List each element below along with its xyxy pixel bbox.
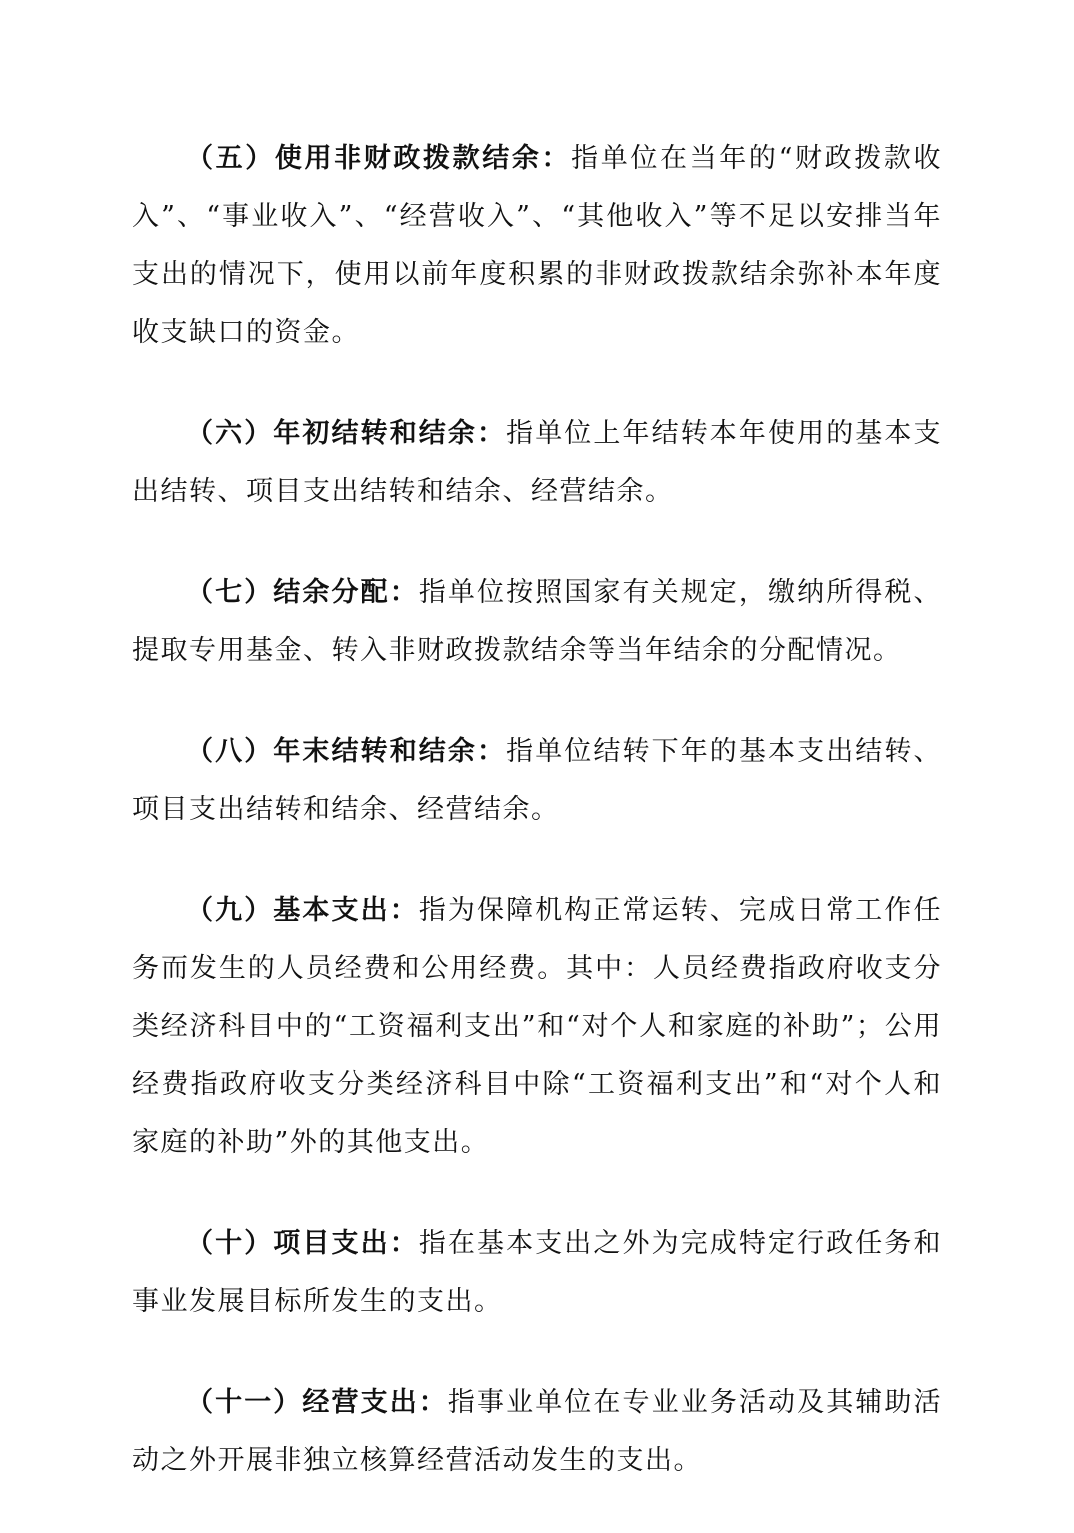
- term-heading: （六）年初结转和结余：: [186, 418, 507, 449]
- term-heading: （十一）经营支出：: [186, 1387, 448, 1418]
- paragraph-5: [132, 130, 942, 362]
- paragraph-9: [132, 882, 942, 1172]
- term-heading: （十）项目支出：: [186, 1228, 419, 1259]
- term-definition: 指单位上年结转本年使用的基本支出结转、项目支出结转和结余、经营结余。: [132, 418, 943, 507]
- term-heading: （五）使用非财政拨款结余：: [186, 143, 572, 174]
- term-definition: 指为保障机构正常运转、完成日常工作任务而发生的人员经费和公用经费。其中：人员经费指政府收支分类经济科目中的“工资福利支出”和“对个人和家庭的补助”；公用经费指政府收支分类经济科目中除“工资福利支出”和“对个人和家庭的补助”外的其他支出。: [132, 895, 943, 1158]
- paragraph-6: [132, 405, 942, 521]
- paragraph-10: [132, 1215, 942, 1331]
- term-heading: （八）年末结转和结余：: [186, 736, 507, 767]
- term-definition: 指单位结转下年的基本支出结转、项目支出结转和结余、经营结余。: [132, 736, 943, 825]
- term-definition: 指在基本支出之外为完成特定行政任务和事业发展目标所发生的支出。: [132, 1228, 943, 1317]
- paragraph-8: [132, 723, 942, 839]
- term-heading: （七）结余分配：: [186, 577, 419, 608]
- paragraph-7: [132, 564, 942, 680]
- paragraph-11: [132, 1374, 942, 1490]
- term-definition: 指单位在当年的“财政拨款收入”、“事业收入”、“经营收入”、“其他收入”等不足以安排当年支出的情况下，使用以前年度积累的非财政拨款结余弥补本年度收支缺口的资金。: [132, 143, 943, 348]
- term-heading: （九）基本支出：: [186, 895, 419, 926]
- document-page: [132, 130, 942, 1533]
- term-definition: 指事业单位在专业业务活动及其辅助活动之外开展非独立核算经营活动发生的支出。: [132, 1387, 943, 1476]
- term-definition: 指单位按照国家有关规定，缴纳所得税、提取专用基金、转入非财政拨款结余等当年结余的分配情况。: [132, 577, 943, 666]
